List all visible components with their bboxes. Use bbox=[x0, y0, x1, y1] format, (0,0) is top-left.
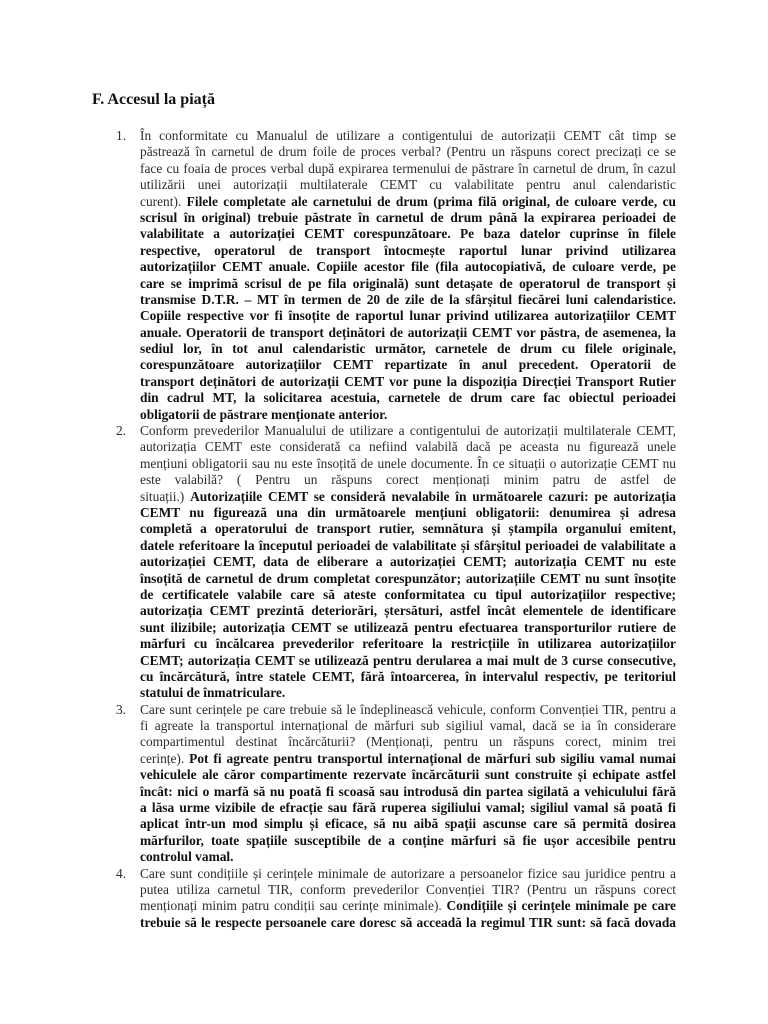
list-item bbox=[116, 128, 676, 423]
text-line bbox=[140, 325, 676, 341]
text-line bbox=[140, 751, 676, 767]
text-line bbox=[140, 636, 676, 652]
answer-text: valabilitate a autorizației CEMT corespunzătoare. Pe baza datelor cuprinse în filele bbox=[140, 226, 676, 242]
text-line bbox=[140, 357, 676, 373]
section-title: F. Accesul la piață bbox=[92, 91, 215, 108]
text-line bbox=[140, 390, 676, 406]
question-text: Care sunt condițiile și cerințele minimale de autorizare a persoanelor fizice sau juridice pentru a bbox=[140, 865, 676, 881]
text-line bbox=[140, 177, 676, 193]
answer-text: respective, operatorul de transport întocmește raportul lunar privind utilizarea bbox=[140, 242, 676, 258]
text-line bbox=[140, 439, 676, 455]
answer-text: completă a operatorului de transport rutier, semnătura și ștampila organului emitent, bbox=[140, 521, 676, 537]
answer-text: trebuie să le respecte persoanele care doresc să acceadă la regimul TIR sunt: să facă dovada bbox=[140, 914, 676, 930]
text-line bbox=[140, 685, 676, 701]
text-line bbox=[140, 407, 676, 423]
question-text: face cu foaia de proces verbal după expirarea termenului de păstrare în carnetul de drum, în cazul bbox=[140, 160, 676, 176]
question-text: putea utiliza carnetul TIR, conform prevederilor Convenției TIR? (Pentru un răspuns corect bbox=[140, 881, 676, 897]
text-line bbox=[140, 734, 676, 750]
answer-text: controlul vamal. bbox=[140, 849, 234, 865]
text-line bbox=[140, 423, 676, 439]
list-item bbox=[116, 865, 676, 932]
item-number: 3. bbox=[116, 701, 127, 717]
answer-text: mărfurilor, toate spațiile susceptibile de a conține mărfuri să fie ușor accesibile pentru bbox=[140, 832, 676, 848]
question-text: Care sunt cerințele pe care trebuie să le îndeplinească vehicule, conform Convenției TIR, pentru a bbox=[140, 701, 676, 717]
text-line bbox=[140, 800, 676, 816]
question-list bbox=[116, 128, 676, 931]
text-line bbox=[140, 718, 676, 734]
text-line bbox=[140, 587, 676, 603]
item-number: 2. bbox=[116, 423, 127, 439]
answer-text: din cadrul MT, la solicitarea acestuia, carnetele de drum care fac obiectul perioadei bbox=[140, 390, 676, 406]
answer-text: Filele completate ale carnetului de drum (prima filă original, de culoare verde, cu bbox=[186, 193, 676, 209]
text-line bbox=[140, 603, 676, 619]
text-line bbox=[140, 571, 676, 587]
answer-text: vehiculele ale căror compartimente rezervate încărcăturii sunt construite și echipate astfel bbox=[140, 767, 676, 783]
question-text: autorizația CEMT este considerată ca nefiind valabilă dacă pe aceasta nu figurează unele bbox=[140, 439, 676, 455]
text-line bbox=[140, 784, 676, 800]
answer-text: care se imprimă scrisul de pe fila originală) sunt detașate de operatorul de transport și bbox=[140, 275, 676, 291]
item-number: 4. bbox=[116, 865, 127, 881]
text-line bbox=[140, 669, 676, 685]
text-line bbox=[140, 292, 676, 308]
text-line bbox=[140, 866, 676, 882]
text-line bbox=[140, 276, 676, 292]
text-line bbox=[140, 833, 676, 849]
question-text: situații.) bbox=[140, 488, 185, 504]
text-line bbox=[140, 144, 676, 160]
answer-text: Condițiile și cerințele minimale pe care bbox=[446, 898, 676, 914]
answer-text: aplicat într-un mod simplu și eficace, să nu aibă spații ascunse care să permită dosirea bbox=[140, 816, 676, 832]
text-line bbox=[140, 538, 676, 554]
list-item bbox=[116, 701, 676, 866]
answer-text: cu încărcătură, între statele CEMT, fără întoarcerea, în intervalul respectiv, pe teritoriul bbox=[140, 668, 676, 684]
question-text: păstrează în carnetul de drum foile de proces verbal? (Pentru un răspuns corect precizați ce se bbox=[140, 144, 676, 160]
answer-text: de certificatele valabile care să ateste conformitatea cu tipul autorizațiilor respective; bbox=[140, 586, 676, 602]
text-line bbox=[140, 161, 676, 177]
question-text: cerințe). bbox=[140, 750, 185, 766]
answer-text: transmise D.T.R. – MT în termen de 20 de zile de la sfârșitul fiecărei luni calendaristice. bbox=[140, 291, 676, 307]
text-line bbox=[140, 128, 676, 144]
answer-text: sunt ilizibile; autorizația CEMT se utilizează pentru efectuarea transporturilor rutiere de bbox=[140, 619, 676, 635]
answer-text: corespunzătoare autorizațiilor CEMT repartizate în anul precedent. Operatorii de bbox=[140, 357, 676, 373]
question-text: utilizării unei autorizații multilaterale CEMT cu valabilitate pentru anul calendaristic bbox=[140, 177, 676, 193]
text-line bbox=[140, 374, 676, 390]
text-line bbox=[140, 767, 676, 783]
answer-text: datele referitoare la începutul perioadei de valabilitate și sfârșitul perioadei de valabilitate a bbox=[140, 537, 676, 553]
answer-text: scrisul în original) trebuie păstrate în carnetul de drum până la expirarea perioadei de bbox=[140, 209, 676, 225]
question-text: compartimentul destinat încărcăturii? (Menționați, pentru un răspuns corect, minim trei bbox=[140, 734, 676, 750]
text-line bbox=[140, 882, 676, 898]
question-text: Conform prevederilor Manualului de utilizare a contigentului de autorizații multilaterale CEMT, bbox=[140, 423, 676, 439]
text-line bbox=[140, 456, 676, 472]
question-text: mențiuni obligatorii sau nu este însoțită de unele documente. În ce situații o autorizație CEMT nu bbox=[140, 455, 676, 471]
answer-text: mărfuri cu încălcarea prevederilor referitoare la restricțiile în utilizarea autorizațiilor bbox=[140, 636, 676, 652]
list-item bbox=[116, 423, 676, 702]
text-line bbox=[140, 259, 676, 275]
answer-text: a lăsa urme vizibile de efracție sau fără ruperea sigiliului vamal; sigiliul vamal să poată fi bbox=[140, 800, 676, 816]
answer-text: autorizația CEMT prezintă deteriorări, ștersături, astfel încât elementele de identificare bbox=[140, 603, 676, 619]
item-number: 1. bbox=[116, 128, 127, 143]
question-text: menționați minim patru condiții sau cerințe minimale). bbox=[140, 898, 442, 914]
answer-text: Copiile respective vor fi însoțite de raportul lunar privind utilizarea autorizațiilor CEMT bbox=[140, 308, 676, 324]
text-line bbox=[140, 489, 676, 505]
text-line bbox=[140, 472, 676, 488]
answer-text: statului de înmatriculare. bbox=[140, 685, 286, 701]
text-line bbox=[140, 210, 676, 226]
question-text: fi agreate la transportul internațional de mărfuri sub sigiliul vamal, dacă se ia în considerare bbox=[140, 718, 676, 734]
text-line bbox=[140, 653, 676, 669]
answer-text: CEMT; autorizația CEMT se utilizează pentru derularea a mai mult de 3 curse consecutive, bbox=[140, 652, 676, 668]
text-line bbox=[140, 308, 676, 324]
answer-text: autorizațiilor CEMT anuale. Copiile acestor file (fila autocopiativă, de culoare verde, pe bbox=[140, 259, 676, 275]
text-line bbox=[140, 816, 676, 832]
answer-text: Autorizațiile CEMT se consideră nevalabile în următoarele cazuri: pe autorizația bbox=[190, 488, 676, 504]
answer-text: încât: nici o marfă să nu poată fi scoasă sau introdusă din partea sigilată a vehiculului fără bbox=[140, 783, 676, 799]
question-text: curent). bbox=[140, 193, 182, 209]
answer-text: anuale. Operatorii de transport deținători de autorizații CEMT vor păstra, de asemenea, la bbox=[140, 324, 676, 340]
text-line bbox=[140, 194, 676, 210]
text-line bbox=[140, 341, 676, 357]
text-line bbox=[140, 849, 676, 865]
text-line bbox=[140, 702, 676, 718]
answer-text: însoțită de carnetul de drum completat corespunzător; autorizațiile CEMT nu sunt însoțite bbox=[140, 570, 676, 586]
answer-text: sediul lor, în tot anul calendaristic următor, carnetele de drum cu filele originale, bbox=[140, 341, 676, 357]
answer-text: CEMT nu figurează una din următoarele mențiuni obligatorii: denumirea și adresa bbox=[140, 504, 676, 520]
text-line bbox=[140, 898, 676, 914]
answer-text: Pot fi agreate pentru transportul internațional de mărfuri sub sigiliu vamal numai bbox=[189, 750, 676, 766]
text-line bbox=[140, 521, 676, 537]
text-line bbox=[140, 226, 676, 242]
answer-text: transport deținători de autorizații CEMT vor pune la dispoziția Direcției Transport Rutier bbox=[140, 373, 676, 389]
text-line bbox=[140, 915, 676, 931]
text-line bbox=[140, 505, 676, 521]
answer-text: autorizației CEMT, data de eliberare a autorizației CEMT; autorizația CEMT nu este bbox=[140, 554, 676, 570]
question-text: este valabilă? ( Pentru un răspuns corect menționați minim patru de astfel de bbox=[140, 472, 676, 488]
text-line bbox=[140, 243, 676, 259]
answer-text: obligatorii de păstrare menționate anterior. bbox=[140, 406, 388, 422]
question-text: În conformitate cu Manualul de utilizare a contigentului de autorizații CEMT cât timp se bbox=[140, 128, 676, 143]
text-line bbox=[140, 554, 676, 570]
text-line bbox=[140, 620, 676, 636]
